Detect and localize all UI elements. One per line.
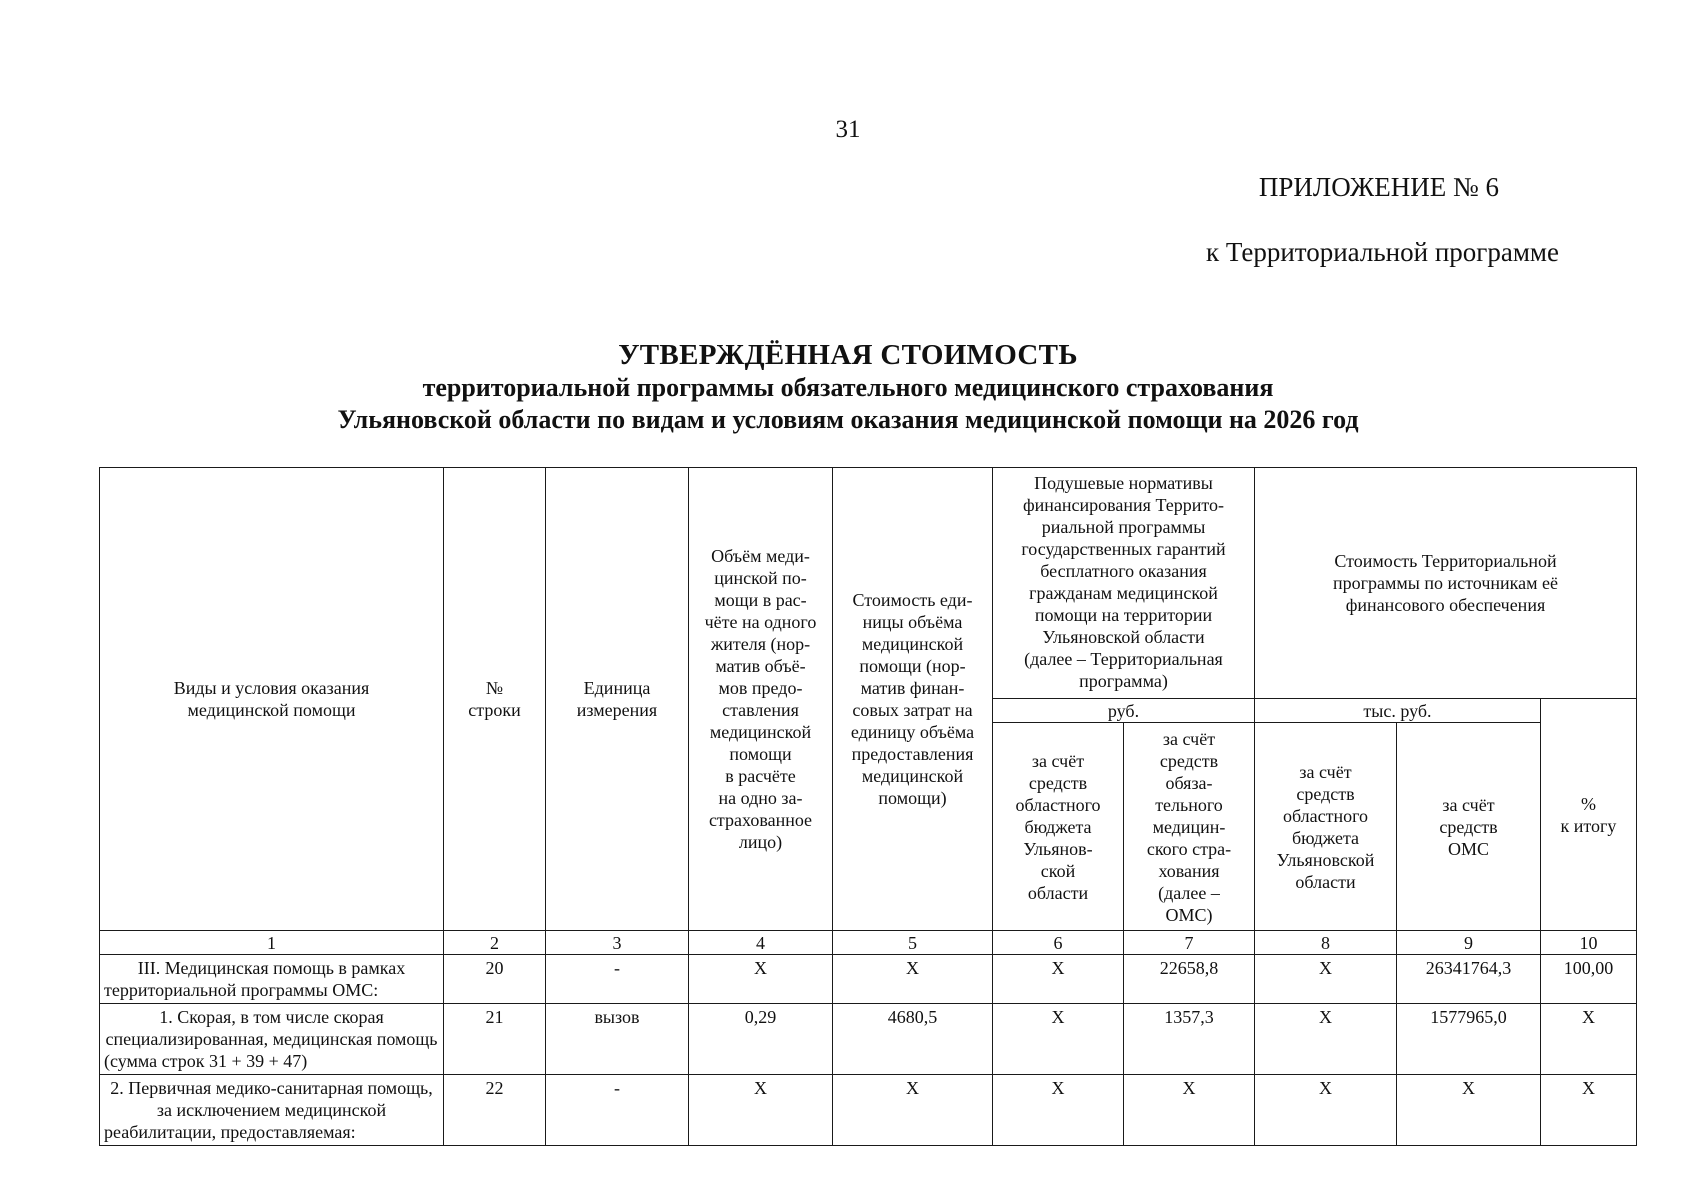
row-volume: 0,29 [689, 1004, 833, 1075]
row-total-oms: 26341764,3 [1397, 955, 1541, 1004]
row-name: III. Медицинская помощь в рамках территориальной программы ОМС: [100, 955, 444, 1004]
header-group-per-capita: Подушевые нормативы финансирования Террито- риальной программы государственных гарантий бесплатного оказания гражданам медицинской помощи на территории Ульяновской области (далее – Территориальная программа) [993, 468, 1255, 699]
row-volume: X [689, 955, 833, 1004]
row-percent: 100,00 [1541, 955, 1637, 1004]
column-number: 4 [689, 931, 833, 955]
cost-table [99, 467, 1637, 1146]
column-number: 2 [444, 931, 546, 955]
row-name: 2. Первичная медико-санитарная помощь, за исключением медицинской реабилитации, предоставляемая: [100, 1075, 444, 1146]
row-per-capita-budget: X [993, 1004, 1124, 1075]
row-total-oms: X [1397, 1075, 1541, 1146]
row-unit: - [546, 1075, 689, 1146]
row-total-budget: X [1255, 1004, 1397, 1075]
column-number: 6 [993, 931, 1124, 955]
row-line-number: 20 [444, 955, 546, 1004]
column-number: 3 [546, 931, 689, 955]
title-main: УТВЕРЖДЁННАЯ СТОИМОСТЬ [618, 339, 1078, 371]
column-number: 7 [1124, 931, 1255, 955]
column-numbers-row [100, 931, 1637, 955]
header-unit-rub: руб. [993, 699, 1255, 723]
row-percent: X [1541, 1075, 1637, 1146]
appendix-subtitle: к Территориальной программе [1206, 237, 1559, 267]
column-number: 8 [1255, 931, 1397, 955]
header-col-5: Стоимость еди- ницы объёма медицинской помощи (нор- матив финан- совых затрат на единицу объёма предоставления медицинской помощи) [833, 468, 993, 931]
row-unit: вызов [546, 1004, 689, 1075]
row-unit-cost: 4680,5 [833, 1004, 993, 1075]
header-col-9: за счёт средств ОМС [1397, 723, 1541, 931]
row-unit-cost: X [833, 1075, 993, 1146]
column-number: 10 [1541, 931, 1637, 955]
row-per-capita-oms: X [1124, 1075, 1255, 1146]
table-row [100, 1075, 1637, 1146]
column-number: 5 [833, 931, 993, 955]
row-per-capita-oms: 1357,3 [1124, 1004, 1255, 1075]
header-col-8: за счёт средств областного бюджета Ульяновской области [1255, 723, 1397, 931]
page-number: 31 [835, 116, 861, 143]
column-number: 9 [1397, 931, 1541, 955]
row-total-oms: 1577965,0 [1397, 1004, 1541, 1075]
title-line-2: территориальной программы обязательного медицинского страхования [422, 373, 1274, 402]
header-col-7: за счёт средств обяза- тельного медицин- ского стра- хования (далее – ОМС) [1124, 723, 1255, 931]
row-per-capita-budget: X [993, 1075, 1124, 1146]
title-line-3: Ульяновской области по видам и условиям оказания медицинской помощи на 2026 год [337, 405, 1359, 434]
document-title [0, 338, 1696, 436]
table-row [100, 955, 1637, 1004]
row-total-budget: X [1255, 955, 1397, 1004]
row-per-capita-oms: 22658,8 [1124, 955, 1255, 1004]
header-col-4: Объём меди- цинской по- мощи в рас- чёте на одного жителя (нор- матив объё- мов предо- ставления медицинской помощи в расчёте на одно за- страхованное лицо) [689, 468, 833, 931]
header-col-6: за счёт средств областного бюджета Ульянов- ской области [993, 723, 1124, 931]
table-row [100, 1004, 1637, 1075]
row-total-budget: X [1255, 1075, 1397, 1146]
row-percent: X [1541, 1004, 1637, 1075]
header-unit-thousand-rub: тыс. руб. [1255, 699, 1541, 723]
header-col-2: № строки [444, 468, 546, 931]
header-col-10: % к итогу [1541, 699, 1637, 931]
header-col-1: Виды и условия оказания медицинской помощи [100, 468, 444, 931]
row-line-number: 21 [444, 1004, 546, 1075]
row-unit: - [546, 955, 689, 1004]
row-line-number: 22 [444, 1075, 546, 1146]
appendix-label: ПРИЛОЖЕНИЕ № 6 [1258, 172, 1499, 202]
header-col-3: Единица измерения [546, 468, 689, 931]
row-per-capita-budget: X [993, 955, 1124, 1004]
row-volume: X [689, 1075, 833, 1146]
column-number: 1 [100, 931, 444, 955]
row-name: 1. Скорая, в том числе скорая специализированная, медицинская помощь (сумма строк 31 + 39 + 47) [100, 1004, 444, 1075]
header-group-total-cost: Стоимость Территориальной программы по источникам её финансового обеспечения [1255, 468, 1637, 699]
row-unit-cost: X [833, 955, 993, 1004]
